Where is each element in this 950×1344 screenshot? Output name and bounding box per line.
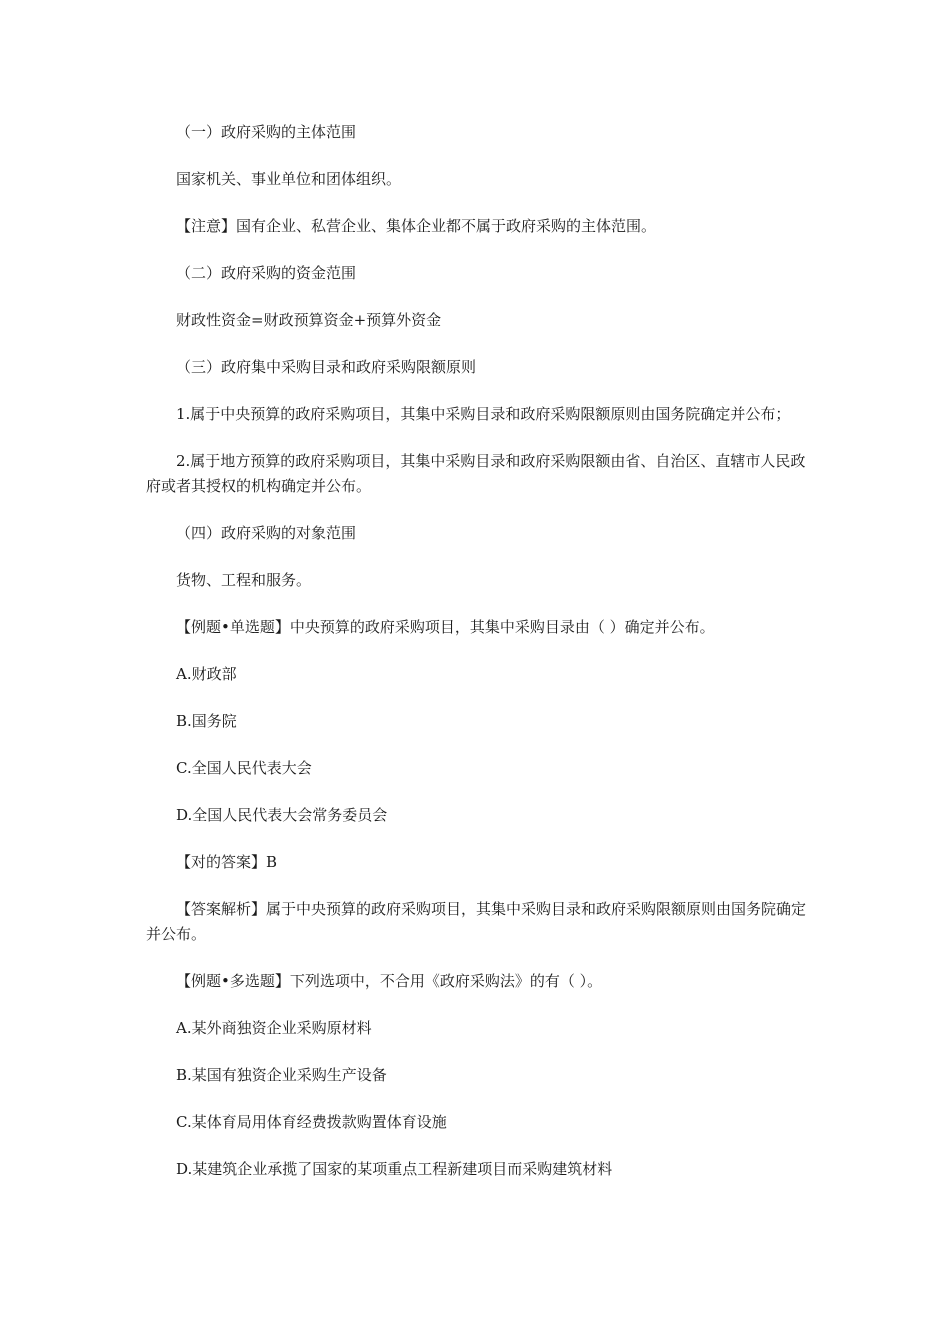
option-b: B.国务院 xyxy=(176,712,237,730)
text-subject-scope: 国家机关、事业单位和团体组织。 xyxy=(176,170,402,188)
option-a: A.财政部 xyxy=(176,665,237,683)
text-fund-scope: 财政性资金=财政预算资金+预算外资金 xyxy=(176,311,442,329)
question-multiple-choice: 【例题•多选题】下列选项中，不合用《政府采购法》的有（ ）。 xyxy=(176,972,603,990)
note-subject-scope: 【注意】国有企业、私营企业、集体企业都不属于政府采购的主体范围。 xyxy=(176,217,657,235)
heading-catalog-principle: （三）政府集中采购目录和政府采购限额原则 xyxy=(176,358,477,376)
answer-analysis: 【答案解析】属于中央预算的政府采购项目，其集中采购目录和政府采购限额原则由国务院确定并公布。 xyxy=(146,900,807,943)
option-b-multi: B.某国有独资企业采购生产设备 xyxy=(176,1066,387,1084)
heading-fund-scope: （二）政府采购的资金范围 xyxy=(176,264,357,282)
text-local-budget: 2.属于地方预算的政府采购项目，其集中采购目录和政府采购限额由省、自治区、直辖市人民政府或者其授权的机构确定并公布。 xyxy=(146,452,806,495)
text-central-budget: 1.属于中央预算的政府采购项目，其集中采购目录和政府采购限额原则由国务院确定并公布； xyxy=(176,405,791,423)
option-d-multi: D.某建筑企业承揽了国家的某项重点工程新建项目而采购建筑材料 xyxy=(176,1160,613,1178)
option-c-multi: C.某体育局用体育经费拨款购置体育设施 xyxy=(176,1113,447,1131)
text-object-scope: 货物、工程和服务。 xyxy=(176,571,312,589)
option-a-multi: A.某外商独资企业采购原材料 xyxy=(176,1019,372,1037)
option-c: C.全国人民代表大会 xyxy=(176,759,312,777)
correct-answer: 【对的答案】B xyxy=(176,853,278,871)
question-single-choice: 【例题•单选题】中央预算的政府采购项目，其集中采购目录由（ ）确定并公布。 xyxy=(176,618,715,636)
heading-subject-scope: （一）政府采购的主体范围 xyxy=(176,123,357,141)
option-d: D.全国人民代表大会常务委员会 xyxy=(176,806,388,824)
heading-object-scope: （四）政府采购的对象范围 xyxy=(176,524,357,542)
document-page xyxy=(146,120,810,1204)
